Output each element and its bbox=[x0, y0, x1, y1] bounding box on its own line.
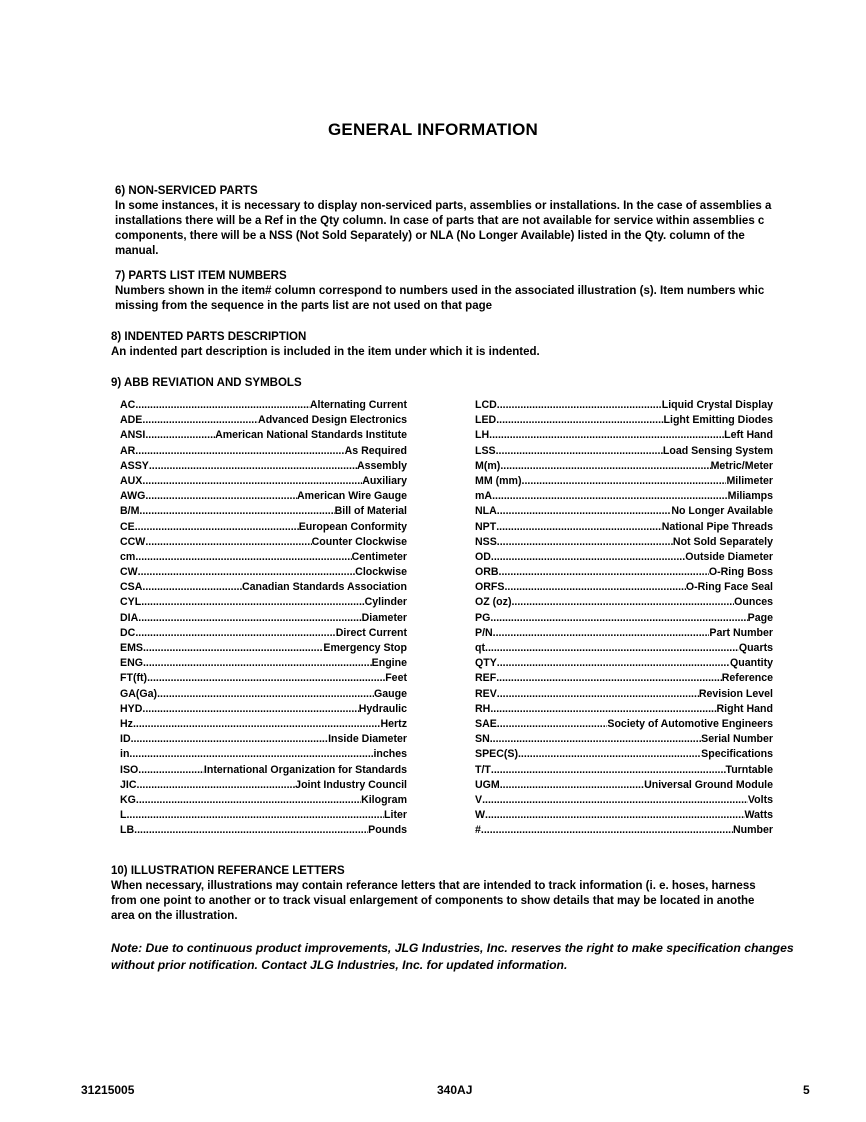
abbreviation-code: ORB bbox=[475, 566, 499, 579]
dot-leader bbox=[499, 565, 709, 580]
abbreviation-row bbox=[120, 459, 407, 474]
dot-leader bbox=[134, 823, 368, 838]
dot-leader bbox=[142, 702, 358, 717]
dot-leader bbox=[141, 520, 299, 535]
abbreviation-code: L bbox=[120, 809, 127, 822]
abbreviation-code: DC bbox=[120, 626, 136, 639]
abbreviation-row bbox=[120, 671, 407, 686]
abbreviation-meaning: Revision Level bbox=[698, 687, 773, 700]
section-line: An indented part description is included in the item under which it is indented. bbox=[111, 346, 540, 358]
dot-leader bbox=[482, 793, 748, 808]
dot-leader bbox=[496, 671, 722, 686]
dot-leader bbox=[496, 520, 662, 535]
abbreviation-code: ID bbox=[120, 733, 131, 746]
abbreviation-meaning: Part Number bbox=[709, 626, 773, 639]
section-heading: 7) PARTS LIST ITEM NUMBERS bbox=[115, 270, 287, 282]
abbreviation-row bbox=[120, 717, 407, 732]
dot-leader bbox=[143, 656, 372, 671]
section-parts-list-item-numbers bbox=[115, 269, 815, 314]
abbreviation-meaning: Quantity bbox=[730, 657, 773, 670]
abbreviation-row bbox=[475, 520, 773, 535]
abbreviation-meaning: Reference bbox=[721, 672, 773, 685]
abbreviation-meaning: Direct Current bbox=[335, 626, 407, 639]
section-line: Numbers shown in the item# column correspond to numbers used in the associated illustration (s). Item numbers whic bbox=[115, 285, 765, 297]
abbreviation-code: KG bbox=[120, 793, 136, 806]
abbreviation-meaning: Page bbox=[747, 611, 773, 624]
abbreviation-code: MM (mm) bbox=[475, 474, 522, 487]
abbreviation-code: qt bbox=[475, 642, 485, 654]
abbreviation-row bbox=[120, 808, 407, 823]
abbreviation-meaning: Specifications bbox=[701, 748, 773, 761]
dot-leader bbox=[492, 489, 728, 504]
abbreviation-meaning: Number bbox=[732, 824, 773, 837]
abbreviation-meaning: Cylinder bbox=[364, 596, 407, 609]
abbreviation-meaning: Milimeter bbox=[726, 474, 773, 487]
abbreviation-row bbox=[475, 732, 773, 747]
abbreviation-code: # bbox=[475, 824, 481, 837]
abbreviation-meaning: Engine bbox=[371, 657, 407, 670]
dot-leader bbox=[138, 763, 204, 778]
abbreviation-code: CSA. bbox=[120, 581, 146, 594]
dot-leader bbox=[497, 656, 730, 671]
abbreviation-meaning: Advanced Design Electronics bbox=[258, 414, 407, 427]
section-heading: 10) ILLUSTRATION REFERANCE LETTERS bbox=[111, 865, 345, 877]
abbreviation-code: P/N bbox=[475, 626, 493, 639]
abbreviation-row bbox=[475, 611, 773, 626]
abbreviation-row bbox=[475, 444, 773, 459]
abbreviation-meaning: National Pipe Threads bbox=[661, 520, 773, 533]
dot-leader bbox=[490, 702, 716, 717]
dot-leader bbox=[496, 732, 702, 747]
abbreviation-row bbox=[475, 808, 773, 823]
dot-leader bbox=[490, 611, 747, 626]
section-non-serviced-parts bbox=[115, 184, 815, 259]
abbreviation-code: AWG bbox=[120, 490, 146, 503]
abbreviation-code: ADE. bbox=[120, 414, 146, 427]
abbreviation-code: LCD bbox=[475, 399, 497, 411]
abbreviation-meaning: O-Ring Face Seal bbox=[685, 581, 773, 594]
dot-leader bbox=[496, 444, 663, 459]
dot-leader bbox=[143, 641, 323, 656]
abbreviation-code: SPEC(S) bbox=[475, 748, 518, 761]
abbreviations-right-column bbox=[475, 398, 773, 838]
abbreviation-row bbox=[475, 823, 773, 838]
abbreviation-code: REV bbox=[475, 687, 497, 700]
abbreviation-meaning: Gauge bbox=[374, 687, 407, 700]
abbreviation-meaning: Centimeter bbox=[351, 550, 407, 563]
abbreviation-meaning: Hertz bbox=[380, 717, 407, 730]
abbreviation-code: NLA bbox=[475, 505, 497, 518]
abbreviation-meaning: Liter bbox=[384, 809, 407, 822]
abbreviation-code: PG bbox=[475, 611, 491, 624]
abbreviation-meaning: Inside Diameter bbox=[328, 733, 407, 746]
abbreviation-row bbox=[120, 565, 407, 580]
section-heading: 8) INDENTED PARTS DESCRIPTION bbox=[111, 331, 307, 343]
abbreviation-meaning: Counter Clockwise bbox=[311, 535, 407, 548]
abbreviation-row bbox=[475, 671, 773, 686]
abbreviation-meaning: Assembly bbox=[356, 459, 407, 472]
abbreviation-code: QTY bbox=[475, 657, 497, 670]
abbreviation-row bbox=[120, 580, 407, 595]
abbreviation-meaning: Right Hand bbox=[716, 702, 773, 715]
abbreviation-code: ISO bbox=[120, 763, 139, 776]
abbreviation-row bbox=[475, 504, 773, 519]
section-line: manual. bbox=[115, 245, 159, 257]
abbreviation-meaning: Universal Ground Module bbox=[644, 778, 773, 791]
abbreviation-row bbox=[120, 763, 407, 778]
dot-leader bbox=[491, 550, 685, 565]
abbreviation-row bbox=[475, 702, 773, 717]
abbreviation-row bbox=[475, 626, 773, 641]
abbreviation-row bbox=[120, 474, 407, 489]
abbreviation-meaning: Volts bbox=[747, 793, 773, 806]
dot-leader bbox=[518, 747, 701, 762]
abbreviation-code: in bbox=[120, 748, 130, 761]
abbreviation-code: CE.. bbox=[120, 520, 141, 533]
abbreviation-row bbox=[120, 747, 407, 762]
abbreviation-code: Hz.. bbox=[120, 717, 139, 730]
abbreviation-row bbox=[120, 702, 407, 717]
dot-leader bbox=[497, 535, 673, 550]
abbreviation-row bbox=[475, 428, 773, 443]
abbreviation-meaning: International Organization for Standards bbox=[203, 763, 407, 776]
abbreviation-meaning: Ounces bbox=[734, 596, 773, 609]
dot-leader bbox=[504, 580, 685, 595]
dot-leader bbox=[139, 504, 334, 519]
abbreviation-row bbox=[120, 398, 407, 413]
abbreviation-row bbox=[475, 550, 773, 565]
abbreviation-meaning: Hydraulic bbox=[358, 702, 407, 715]
abbreviation-meaning: Liquid Crystal Display bbox=[661, 399, 773, 411]
dot-leader bbox=[493, 626, 710, 641]
abbreviation-meaning: Not Sold Separately bbox=[672, 535, 773, 548]
section-line: When necessary, illustrations may contain referance letters that are intended to track information (i. e. hoses, harness bbox=[111, 880, 756, 892]
abbreviation-meaning: Kilogram bbox=[361, 793, 407, 806]
dot-leader bbox=[149, 459, 357, 474]
abbreviation-meaning: Clockwise bbox=[355, 566, 407, 579]
abbreviation-row bbox=[120, 413, 407, 428]
abbreviation-row bbox=[120, 535, 407, 550]
dot-leader bbox=[481, 823, 733, 838]
abbreviation-row bbox=[120, 656, 407, 671]
abbreviation-row bbox=[120, 778, 407, 793]
abbreviation-code: LSS bbox=[475, 444, 496, 457]
abbreviation-row bbox=[120, 823, 407, 838]
dot-leader bbox=[514, 595, 734, 610]
abbreviation-meaning: Society of Automotive Engineers bbox=[607, 717, 773, 730]
abbreviation-row bbox=[120, 520, 407, 535]
abbreviation-meaning: Miliamps bbox=[727, 490, 773, 503]
section-line: In some instances, it is necessary to display non-serviced parts, assemblies or installations. In the case of assemblies a bbox=[115, 200, 772, 212]
abbreviation-code: OZ (oz). bbox=[475, 596, 515, 609]
abbreviation-code: REF bbox=[475, 672, 497, 685]
dot-leader bbox=[497, 398, 662, 413]
abbreviation-meaning: Diameter bbox=[361, 611, 407, 624]
abbreviation-meaning: Watts bbox=[744, 809, 773, 822]
abbreviation-meaning: European Conformity bbox=[298, 520, 407, 533]
note-line: Note: Due to continuous product improvements, JLG Industries, Inc. reserves the right to make specification changes bbox=[111, 941, 794, 955]
abbreviation-code: AC bbox=[120, 399, 136, 411]
abbreviation-meaning: Serial Number bbox=[701, 733, 773, 746]
dot-leader bbox=[497, 687, 699, 702]
abbreviation-row bbox=[120, 595, 407, 610]
abbreviation-code: ANSI bbox=[120, 429, 146, 442]
abbreviation-code: NPT bbox=[475, 520, 497, 533]
abbreviation-code: AUX bbox=[120, 474, 143, 487]
abbreviation-code: DIA bbox=[120, 611, 139, 624]
abbreviation-meaning: American Wire Gauge bbox=[297, 490, 407, 503]
dot-leader bbox=[139, 717, 381, 732]
abbreviation-code: JIC bbox=[120, 778, 137, 791]
abbreviation-code: SN.. bbox=[475, 733, 496, 746]
abbreviation-meaning: O-Ring Boss bbox=[708, 566, 773, 579]
abbreviation-row bbox=[120, 611, 407, 626]
abbreviation-row bbox=[475, 535, 773, 550]
section-line: from one point to another or to track visual enlargement of components to show details that may be located in anothe bbox=[111, 895, 755, 907]
specification-note bbox=[111, 940, 811, 973]
abbreviation-row bbox=[475, 778, 773, 793]
abbreviation-meaning: Feet bbox=[385, 672, 407, 685]
abbreviation-meaning: Alternating Current bbox=[309, 399, 407, 411]
dot-leader bbox=[500, 778, 644, 793]
footer-doc-number: 31215005 bbox=[81, 1083, 135, 1097]
abbreviation-row bbox=[120, 550, 407, 565]
abbreviation-code: ASSY bbox=[120, 459, 149, 472]
abbreviation-row bbox=[475, 459, 773, 474]
section-indented-parts-description bbox=[111, 330, 811, 360]
dot-leader bbox=[142, 474, 362, 489]
abbreviation-row bbox=[475, 687, 773, 702]
abbreviation-row bbox=[475, 763, 773, 778]
dot-leader bbox=[497, 717, 608, 732]
abbreviation-row bbox=[120, 793, 407, 808]
dot-leader bbox=[497, 504, 672, 519]
abbreviation-row bbox=[120, 428, 407, 443]
abbreviation-meaning: As Required bbox=[344, 444, 407, 457]
abbreviation-row bbox=[120, 444, 407, 459]
abbreviation-code: V bbox=[475, 793, 483, 806]
abbreviation-meaning: Quarts bbox=[738, 642, 773, 654]
section-line: components, there will be a NSS (Not Sold Separately) or NLA (No Longer Available) listed in the Qty. column of the bbox=[115, 230, 745, 242]
abbreviation-row bbox=[475, 413, 773, 428]
dot-leader bbox=[145, 489, 297, 504]
abbreviation-row bbox=[475, 398, 773, 413]
abbreviation-code: UGM bbox=[475, 778, 500, 791]
abbreviation-code: RH bbox=[475, 702, 491, 715]
abbreviation-code: W bbox=[475, 809, 485, 822]
section-heading: 9) ABB REVIATION AND SYMBOLS bbox=[111, 377, 302, 389]
dot-leader bbox=[145, 535, 311, 550]
abbreviation-row bbox=[120, 641, 407, 656]
abbreviation-meaning: Joint Industry Council bbox=[295, 778, 407, 791]
note-line: without prior notification. Contact JLG Industries, Inc. for updated information. bbox=[111, 957, 568, 972]
abbreviation-meaning: Metric/Meter bbox=[710, 459, 773, 472]
section-abbreviations bbox=[111, 376, 811, 391]
abbreviation-code: ENG bbox=[120, 657, 143, 670]
dot-leader bbox=[138, 611, 361, 626]
abbreviation-row bbox=[475, 747, 773, 762]
abbreviation-code: mA bbox=[475, 490, 493, 503]
abbreviation-code: LH bbox=[475, 429, 490, 442]
dot-leader bbox=[145, 580, 242, 595]
footer-model: 340AJ bbox=[437, 1083, 473, 1097]
dot-leader bbox=[500, 459, 710, 474]
section-line: area on the illustration. bbox=[111, 910, 238, 922]
abbreviation-row bbox=[475, 565, 773, 580]
abbreviation-meaning: Left Hand bbox=[724, 429, 773, 442]
dot-leader bbox=[522, 474, 727, 489]
dot-leader bbox=[135, 626, 335, 641]
abbreviation-code: LED bbox=[475, 414, 497, 427]
abbreviation-code: B/M bbox=[120, 505, 140, 518]
dot-leader bbox=[163, 687, 374, 702]
abbreviation-meaning: Canadian Standards Association bbox=[241, 581, 407, 594]
section-heading: 6) NON-SERVICED PARTS bbox=[115, 185, 258, 197]
abbreviation-code: LB bbox=[120, 824, 135, 837]
abbreviation-code: M(m) bbox=[475, 459, 501, 472]
abbreviation-meaning: Auxiliary bbox=[362, 474, 407, 487]
abbreviation-row bbox=[120, 504, 407, 519]
abbreviation-row bbox=[475, 474, 773, 489]
dot-leader bbox=[141, 595, 364, 610]
abbreviation-row bbox=[475, 595, 773, 610]
dot-leader bbox=[145, 413, 258, 428]
abbreviation-code: FT(ft) bbox=[120, 672, 148, 685]
dot-leader bbox=[496, 413, 663, 428]
abbreviation-code: CCW bbox=[120, 535, 146, 548]
abbreviation-row bbox=[475, 656, 773, 671]
abbreviation-code: EMS bbox=[120, 642, 143, 654]
dot-leader bbox=[491, 763, 726, 778]
abbreviation-row bbox=[475, 489, 773, 504]
footer-page-number: 5 bbox=[803, 1083, 810, 1097]
abbreviation-code: GA(Ga).. bbox=[120, 687, 163, 700]
abbreviation-code: NSS bbox=[475, 535, 497, 548]
abbreviation-code: CW bbox=[120, 566, 138, 579]
abbreviation-meaning: inches bbox=[373, 748, 407, 761]
dot-leader bbox=[485, 808, 745, 823]
page-title: GENERAL INFORMATION bbox=[328, 120, 538, 139]
dot-leader bbox=[129, 747, 373, 762]
abbreviation-meaning: No Longer Available bbox=[671, 505, 773, 518]
dot-leader bbox=[137, 778, 296, 793]
abbreviation-code: SAE bbox=[475, 717, 497, 730]
dot-leader bbox=[131, 732, 329, 747]
abbreviation-meaning: American National Standards Institute bbox=[215, 429, 407, 442]
dot-leader bbox=[145, 428, 215, 443]
abbreviation-row bbox=[120, 626, 407, 641]
abbreviation-code: T/T bbox=[475, 763, 491, 776]
abbreviation-code: ORFS bbox=[475, 581, 505, 594]
abbreviations-left-column bbox=[120, 398, 407, 838]
abbreviation-code: HYD bbox=[120, 702, 143, 715]
abbreviation-meaning: Load Sensing System bbox=[662, 444, 773, 457]
abbreviation-code: CYL bbox=[120, 596, 142, 609]
section-line: installations there will be a Ref in the Qty column. In case of parts that are not available for service within assemblies c bbox=[115, 215, 765, 227]
abbreviation-row bbox=[120, 489, 407, 504]
dot-leader bbox=[126, 808, 384, 823]
abbreviation-code: OD bbox=[475, 550, 491, 563]
abbreviation-meaning: Bill of Material bbox=[334, 505, 407, 518]
section-illustration-referance-letters bbox=[111, 864, 811, 924]
abbreviation-row bbox=[120, 687, 407, 702]
abbreviation-row bbox=[475, 641, 773, 656]
abbreviation-code: AR.. bbox=[120, 444, 142, 457]
dot-leader bbox=[141, 444, 344, 459]
abbreviation-row bbox=[120, 732, 407, 747]
dot-leader bbox=[147, 671, 385, 686]
dot-leader bbox=[489, 428, 724, 443]
section-line: missing from the sequence in the parts list are not used on that page bbox=[115, 300, 493, 312]
abbreviation-meaning: Turntable bbox=[725, 763, 773, 776]
abbreviation-row bbox=[475, 717, 773, 732]
abbreviation-code: cm bbox=[120, 550, 136, 563]
abbreviation-meaning: Outside Diameter bbox=[685, 550, 773, 563]
dot-leader bbox=[135, 398, 310, 413]
dot-leader bbox=[136, 793, 361, 808]
abbreviation-meaning: Light Emitting Diodes bbox=[663, 414, 773, 427]
dot-leader bbox=[135, 550, 351, 565]
abbreviation-row bbox=[475, 793, 773, 808]
dot-leader bbox=[138, 565, 356, 580]
abbreviation-meaning: Emergency Stop bbox=[323, 642, 407, 654]
dot-leader bbox=[485, 641, 739, 656]
abbreviation-row bbox=[475, 580, 773, 595]
abbreviation-meaning: Pounds bbox=[368, 824, 407, 837]
